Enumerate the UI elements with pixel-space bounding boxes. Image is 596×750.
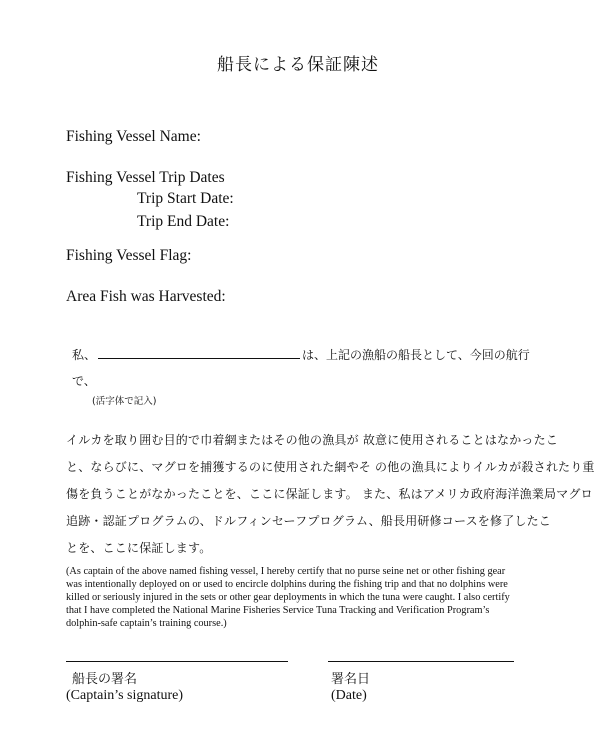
- jp-paragraph-line: 傷を負うことがなかったことを、ここに保証します。 また、私はアメリカ政府海洋漁業局マグロ: [66, 487, 593, 501]
- declaration-prefix: 私、: [72, 348, 97, 362]
- declaration-line: [72, 346, 530, 363]
- en-paragraph-line: dolphin-safe captain’s training course.): [66, 618, 227, 629]
- en-paragraph-line: was intentionally deployed on or used to encircle dolphins during the fishing trip and that no dolphins were: [66, 579, 508, 590]
- jp-paragraph-line: と、ならびに、マグロを捕獲するのに使用された網やそ の他の漁具によりイルカが殺されたり重: [66, 460, 595, 474]
- jp-paragraph-line: 追跡・認証プログラムの、ドルフィンセーフプログラム、船長用研修コースを修了したこ: [66, 514, 552, 528]
- declaration-suffix: は、上記の漁船の船長として、今回の航行: [302, 348, 530, 362]
- en-paragraph-line: (As captain of the above named fishing vessel, I hereby certify that no purse seine net or other fishing gear: [66, 566, 506, 577]
- vessel-name-label: Fishing Vessel Name:: [66, 128, 201, 145]
- jp-paragraph-line: イルカを取り囲む目的で巾着網またはその他の漁具が 故意に使用されることはなかったこ: [66, 433, 559, 447]
- trip-end-label: Trip End Date:: [137, 213, 230, 230]
- captain-signature-label-jp: 船長の署名: [72, 672, 138, 687]
- captain-name-blank[interactable]: [98, 346, 300, 359]
- jp-paragraph-line: とを、ここに保証します。: [66, 541, 212, 555]
- en-paragraph-line: killed or seriously injured in the sets or other gear deployments in which the tuna were caught. I also certify: [66, 592, 510, 603]
- print-note: (活字体で記入): [92, 396, 157, 407]
- captain-signature-label-en: (Captain’s signature): [66, 688, 184, 703]
- date-label-en: (Date): [331, 688, 367, 703]
- en-paragraph-line: that I have completed the National Marine Fisheries Service Tuna Tracking and Verification Program’s: [66, 605, 490, 616]
- declaration-line-2: で、: [72, 374, 96, 388]
- trip-dates-label: Fishing Vessel Trip Dates: [66, 169, 225, 186]
- trip-start-label: Trip Start Date:: [137, 190, 234, 207]
- japanese-certification-paragraph: [66, 427, 595, 562]
- harvest-area-label: Area Fish was Harvested:: [66, 288, 226, 305]
- date-signature-line[interactable]: [328, 661, 514, 662]
- english-certification-paragraph: [66, 565, 544, 630]
- document-title: 船長による保証陳述: [217, 55, 379, 75]
- vessel-flag-label: Fishing Vessel Flag:: [66, 247, 192, 264]
- captain-signature-line[interactable]: [66, 661, 288, 662]
- date-label-jp: 署名日: [331, 672, 371, 687]
